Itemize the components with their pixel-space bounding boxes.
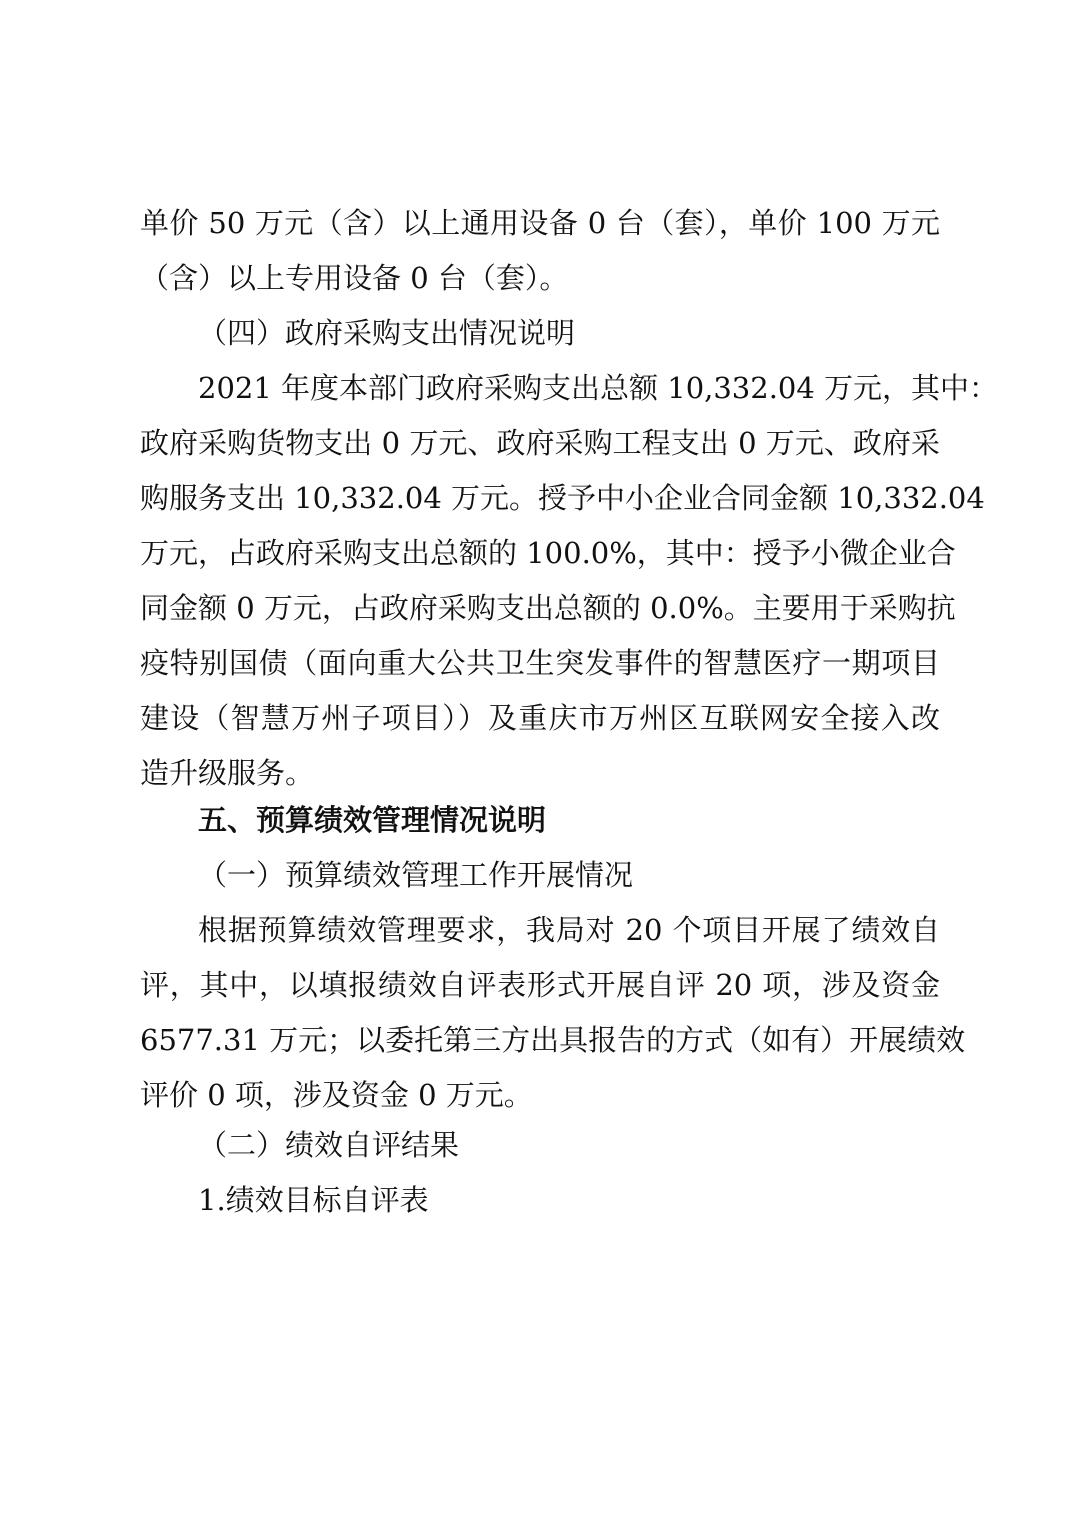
- paragraph-line: 评，其中，以填报绩效自评表形式开展自评 20 项，涉及资金: [140, 968, 940, 1002]
- paragraph-line: 评价 0 项，涉及资金 0 万元。: [140, 1078, 533, 1112]
- subsection-heading-work: （一）预算绩效管理工作开展情况: [198, 858, 634, 892]
- paragraph-line: 同金额 0 万元，占政府采购支出总额的 0.0%。主要用于采购抗: [140, 591, 956, 625]
- paragraph-line: 购服务支出 10,332.04 万元。授予中小企业合同金额 10,332.04: [140, 481, 985, 515]
- paragraph-line: 建设（智慧万州子项目））及重庆市万州区互联网安全接入改: [140, 701, 940, 735]
- paragraph-line: 疫特别国债（面向重大公共卫生突发事件的智慧医疗一期项目: [140, 646, 940, 680]
- paragraph-line: 万元，占政府采购支出总额的 100.0%，其中：授予小微企业合: [140, 536, 956, 570]
- paragraph-line: 造升级服务。: [140, 756, 315, 790]
- list-item-self-eval-table: 1.绩效目标自评表: [198, 1183, 429, 1217]
- paragraph-line: 根据预算绩效管理要求，我局对 20 个项目开展了绩效自: [198, 913, 940, 947]
- paragraph-line: 2021 年度本部门政府采购支出总额 10,332.04 万元，其中：: [198, 371, 999, 405]
- subsection-heading-results: （二）绩效自评结果: [198, 1128, 460, 1162]
- section-heading-procurement: （四）政府采购支出情况说明: [198, 316, 576, 350]
- paragraph-line: 政府采购货物支出 0 万元、政府采购工程支出 0 万元、政府采: [140, 426, 940, 460]
- paragraph-line: （含）以上专用设备 0 台（套）。: [140, 261, 569, 295]
- paragraph-line: 单价 50 万元（含）以上通用设备 0 台（套），单价 100 万元: [140, 206, 940, 240]
- section-heading-performance: 五、预算绩效管理情况说明: [198, 803, 547, 837]
- paragraph-line: 6577.31 万元；以委托第三方出具报告的方式（如有）开展绩效: [140, 1023, 966, 1057]
